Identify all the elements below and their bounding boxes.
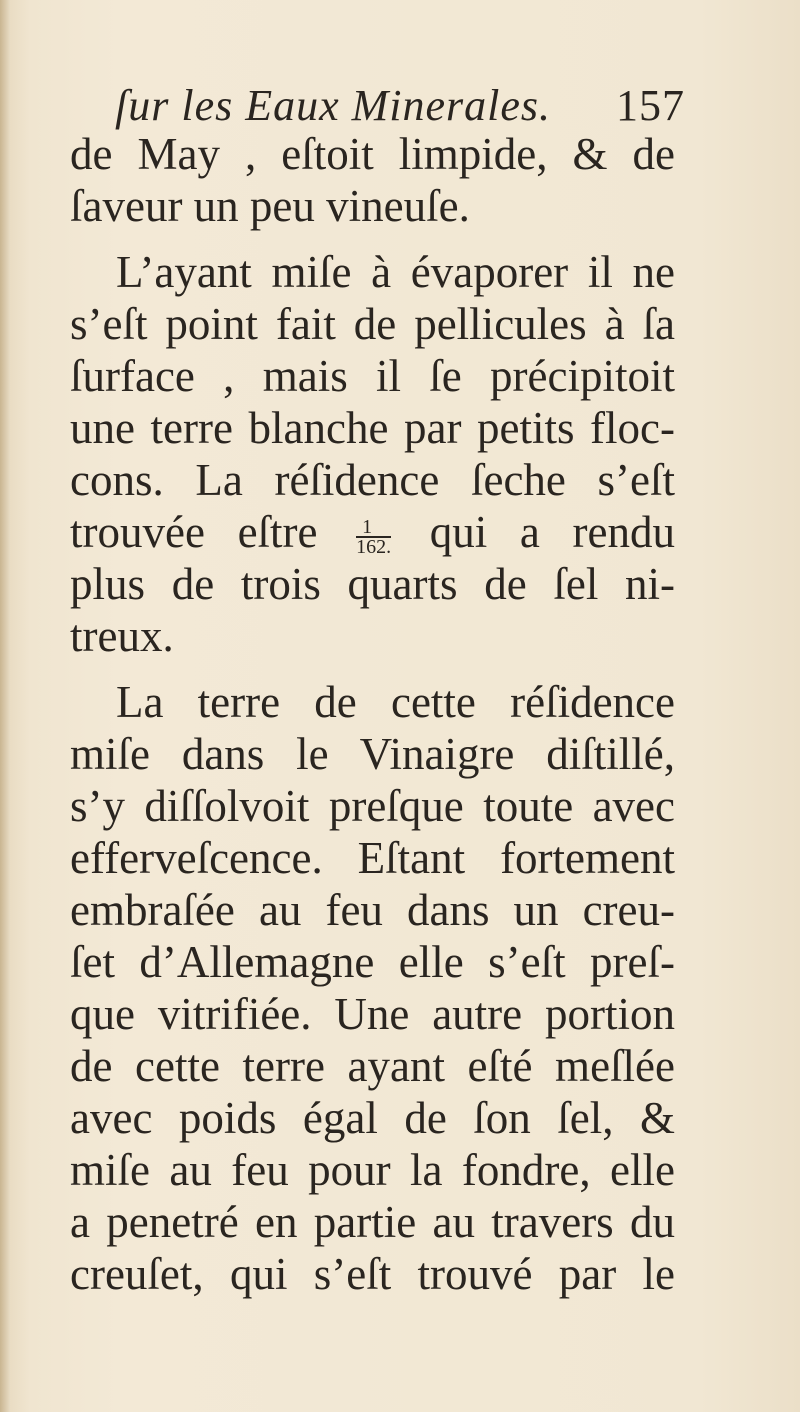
text-line: a penetré en partie au travers du [70,1197,675,1247]
text-line: avec poids égal de ſon ſel, & [70,1093,675,1143]
text-line: de cette terre ayant eſté meſlée [70,1041,675,1091]
text-line: embraſée au feu dans un creu- [70,885,675,935]
text-line: ſaveur un peu vineuſe. [70,181,470,231]
fraction-numerator: 1 [356,518,391,538]
text-line-with-fraction [70,506,675,558]
text-line: La terre de cette réſidence [116,677,675,727]
text-line: cons. La réſidence ſeche s’eſt [70,455,675,505]
fraction-denominator: 162. [356,535,392,558]
text-segment: trouvée eſtre [70,507,318,557]
text-line: que vitrifiée. Une autre portion [70,989,675,1039]
text-line: treux. [70,611,174,661]
text-line: miſe dans le Vinaigre diſtillé, [70,729,675,779]
text-line: miſe au feu pour la fondre, elle [70,1145,675,1195]
running-head-title: ſur les Eaux Minerales. [115,81,552,130]
text-line: ſet d’Allemagne elle s’eſt preſ- [70,937,675,987]
text-line: efferveſcence. Eſtant fortement [70,833,675,883]
page-number: 157 [616,81,685,130]
text-line: une terre blanche par petits floc- [70,403,675,453]
page-gutter [0,0,10,1412]
text-line: ſurface , mais il ſe précipitoit [70,351,675,401]
fraction [356,515,392,558]
text-line: s’y diſſolvoit preſque toute avec [70,781,675,831]
text-line: de May , eſtoit limpide, & de [70,129,675,179]
text-line: creuſet, qui s’eſt trouvé par le [70,1249,675,1299]
text-line: plus de trois quarts de ſel ni- [70,559,675,609]
body-text [70,128,675,1300]
text-line: s’eſt point fait de pellicules à ſa [70,299,675,349]
text-segment: qui a rendu [429,507,676,557]
text-line: L’ayant miſe à évaporer il ne [116,247,675,297]
